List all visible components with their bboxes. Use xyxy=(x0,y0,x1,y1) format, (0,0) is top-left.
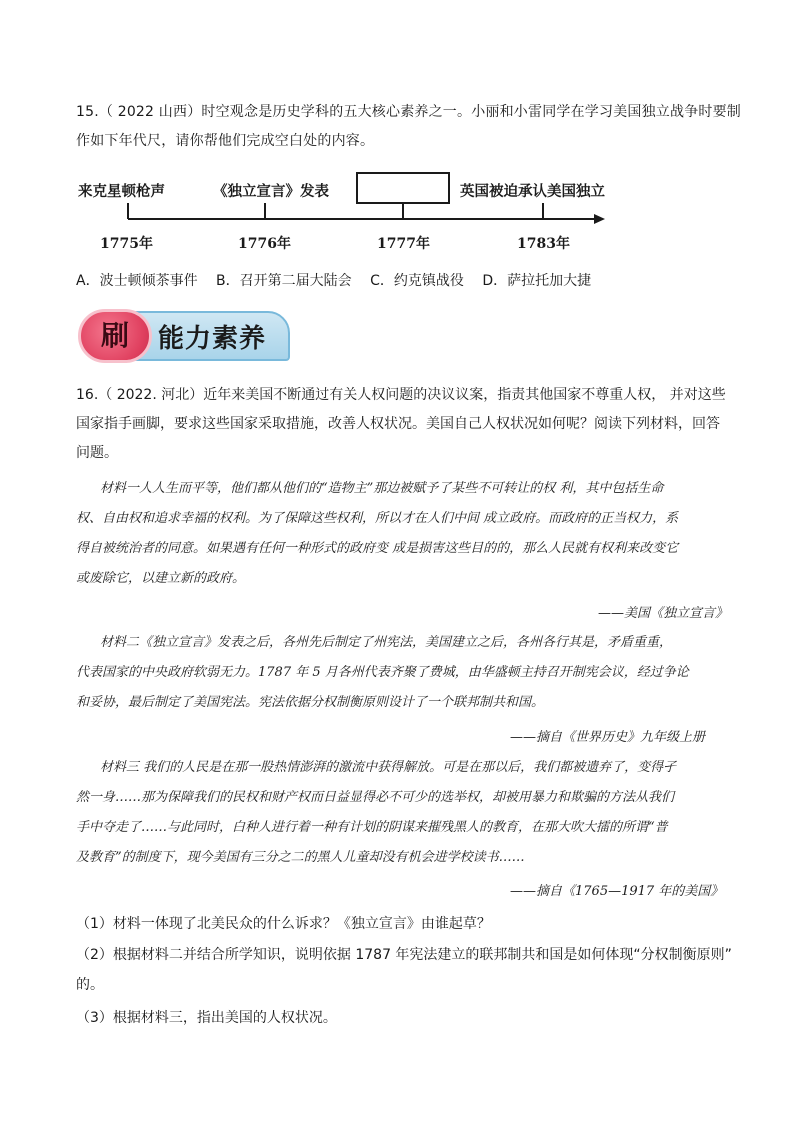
material3-line3: 手中夺走了……与此同时，白种人进行着一种有计划的阴谋来摧残黑人的教育，在那大吹大擂的所谓“普 xyxy=(76,820,668,835)
material3-line2: 然一身……那为保障我们的民权和财产权而日益显得必不可少的选举权，却被用暴力和欺骗的方法从我们 xyxy=(76,790,675,805)
material3-source: ——摘自《1765—1917 年的美国》 xyxy=(510,884,724,899)
option-d[interactable]: D．萨拉托加大捷 xyxy=(482,273,592,289)
option-c[interactable]: C．约克镇战役 xyxy=(370,273,464,289)
material1-line4: 或废除它，以建立新的政府。 xyxy=(76,571,246,586)
sub-question-2-line2: 的。 xyxy=(76,977,104,993)
timeline-year-1: 1775年 xyxy=(100,236,153,252)
material1-line2: 权、自由权和追求幸福的权利。为了保障这些权利，所以才在人们中间 成立政府。而政府的正当权力，系 xyxy=(76,511,679,526)
q16-text-line2: 国家指手画脚，要求这些国家采取措施，改善人权状况。美国自己人权状况如何呢？阅读下列材料，回答 xyxy=(76,416,720,432)
timeline-event-4: 英国被迫承认美国独立 xyxy=(460,183,605,200)
material1-line3: 得自被统治者的同意。如果遇有任何一种形式的政府变 成是损害这些目的的，那么人民就有权利来改变它 xyxy=(76,541,679,556)
material3-line1: 材料三 我们的人民是在那一股热情澎湃的激流中获得解放。可是在那以后，我们都被遗弃了，变得孑 xyxy=(100,760,677,775)
q16-text-line3: 问题。 xyxy=(76,445,118,461)
option-a[interactable]: A．波士顿倾茶事件 xyxy=(76,273,198,289)
timeline-event-2: 《独立宣言》发表 xyxy=(213,183,329,200)
material1-line1: 材料一人人生而平等，他们都从他们的“造物主”那边被赋予了某些不可转让的权 利，其中包括生命 xyxy=(100,481,664,496)
banner-title: 能力素养 xyxy=(158,324,267,354)
sub-question-3: （3）根据材料三，指出美国的人权状况。 xyxy=(76,1010,337,1026)
material2-source: ——摘自《世界历史》九年级上册 xyxy=(510,730,706,745)
q15-text-line2: 作如下年代尺，请你帮他们完成空白处的内容。 xyxy=(76,133,375,149)
material1-source: ——美国《独立宣言》 xyxy=(598,606,729,621)
timeline-year-4: 1783年 xyxy=(517,236,570,252)
material3-line4: 及教育”的制度下，现今美国有三分之二的黑人儿童却没有机会进学校读书…… xyxy=(76,850,525,865)
q15-text-line1: 15.（ 2022 山西）时空观念是历史学科的五大核心素养之一。小丽和小雷同学在学习美国独立战争时要制 xyxy=(76,104,741,120)
section-banner xyxy=(78,309,292,365)
material2-line1: 材料二《独立宣言》发表之后，各州先后制定了州宪法，美国建立之后，各州各行其是，矛盾重重， xyxy=(100,635,673,650)
option-b[interactable]: B．召开第二届大陆会 xyxy=(216,273,352,289)
material2-line3: 和妥协，最后制定了美国宪法。宪法依据分权制衡原则设计了一个联邦制共和国。 xyxy=(76,695,545,710)
timeline-blank-box xyxy=(357,173,449,203)
timeline-event-1: 来克星顿枪声 xyxy=(78,183,165,200)
q15-options xyxy=(76,270,605,290)
material2-line2: 代表国家的中央政府软弱无力。1787 年 5 月各州代表齐聚了费城，由华盛顿主持召开制宪会议，经过争论 xyxy=(76,665,689,680)
timeline-year-3: 1777年 xyxy=(377,236,430,252)
sub-question-1: （1）材料一体现了北美民众的什么诉求？《独立宣言》由谁起草？ xyxy=(76,916,491,932)
banner-badge-char: 刷 xyxy=(100,319,129,352)
sub-question-2-line1: （2）根据材料二并结合所学知识，说明依据 1787 年宪法建立的联邦制共和国是如何体现“分权制衡原则” xyxy=(76,947,732,963)
q16-text-line1: 16.（ 2022. 河北）近年来美国不断通过有关人权问题的决议议案，指责其他国家不尊重人权， 并对这些 xyxy=(76,387,726,403)
timeline-year-2: 1776年 xyxy=(238,236,291,252)
